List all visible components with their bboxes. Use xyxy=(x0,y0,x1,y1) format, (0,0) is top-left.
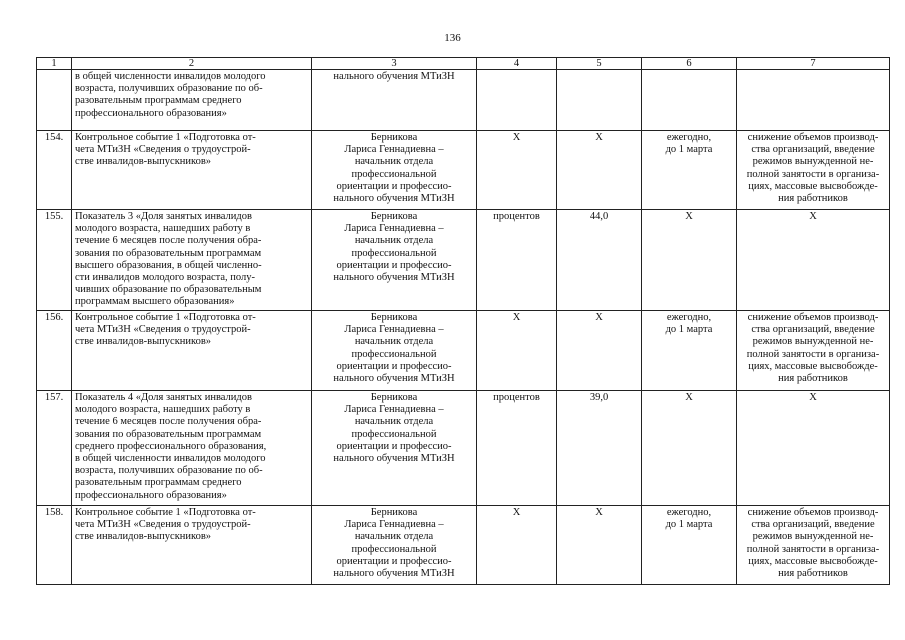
responsible-cell: Берникова Лариса Геннадиевна – начальник отдела профессиональной ориентации и профессио- нального обучения МТиЗН xyxy=(312,131,477,210)
responsible-cell: Берникова Лариса Геннадиевна – начальник отдела профессиональной ориентации и профессио- нального обучения МТиЗН xyxy=(312,391,477,506)
deadline-cell: Х xyxy=(642,391,737,506)
table-row xyxy=(37,131,890,210)
unit-cell: Х xyxy=(477,311,557,391)
row-number-cell xyxy=(37,70,72,131)
unit-cell: Х xyxy=(477,506,557,585)
value-cell: Х xyxy=(557,506,642,585)
header-row xyxy=(37,58,890,70)
indicator-name-cell: Контрольное событие 1 «Подготовка от- чета МТиЗН «Сведения о трудоустрой- стве инвалидов-выпускников» xyxy=(72,131,312,210)
indicator-name-cell: Показатель 4 «Доля занятых инвалидов молодого возраста, нашедших работу в течение 6 месяцев после получения обра- зования по образовательным программам среднего профессионального образования, в общей численности инвалидов молодого возраста, получивших образование по об- разовательным программам среднего профессионального образования» xyxy=(72,391,312,506)
indicator-name-cell: Показатель 3 «Доля занятых инвалидов молодого возраста, нашедших работу в течение 6 месяцев после получения обра- зования по образовательным программам высшего образования, в общей численно- сти инвалидов молодого возраста, полу- чивших образование по образовательным программам высшего образования» xyxy=(72,210,312,311)
indicator-name-cell: в общей численности инвалидов молодого возраста, получивших образование по об- разовательным программам среднего профессионального образования» xyxy=(72,70,312,131)
table-row xyxy=(37,210,890,311)
deadline-cell: ежегодно, до 1 марта xyxy=(642,131,737,210)
unit-cell xyxy=(477,70,557,131)
responsible-cell: Берникова Лариса Геннадиевна – начальник отдела профессиональной ориентации и профессио- нального обучения МТиЗН xyxy=(312,210,477,311)
data-table xyxy=(36,57,890,585)
column-header: 1 xyxy=(37,58,72,70)
column-header: 4 xyxy=(477,58,557,70)
table-row xyxy=(37,70,890,131)
row-number-cell: 156. xyxy=(37,311,72,391)
table-row xyxy=(37,391,890,506)
responsible-cell: нального обучения МТиЗН xyxy=(312,70,477,131)
deadline-cell: ежегодно, до 1 марта xyxy=(642,311,737,391)
page-number: 136 xyxy=(444,32,461,44)
value-cell: 44,0 xyxy=(557,210,642,311)
deadline-cell xyxy=(642,70,737,131)
unit-cell: Х xyxy=(477,131,557,210)
table-row xyxy=(37,506,890,585)
unit-cell: процентов xyxy=(477,210,557,311)
value-cell: Х xyxy=(557,131,642,210)
row-number-cell: 155. xyxy=(37,210,72,311)
column-header: 6 xyxy=(642,58,737,70)
value-cell xyxy=(557,70,642,131)
risk-cell: снижение объемов производ- ства организаций, введение режимов вынужденной не- полной занятости в организа- циях, массовые высвобожде- ния работников xyxy=(737,506,890,585)
indicator-name-cell: Контрольное событие 1 «Подготовка от- чета МТиЗН «Сведения о трудоустрой- стве инвалидов-выпускников» xyxy=(72,311,312,391)
unit-cell: процентов xyxy=(477,391,557,506)
responsible-cell: Берникова Лариса Геннадиевна – начальник отдела профессиональной ориентации и профессио- нального обучения МТиЗН xyxy=(312,506,477,585)
row-number-cell: 154. xyxy=(37,131,72,210)
deadline-cell: ежегодно, до 1 марта xyxy=(642,506,737,585)
risk-cell: Х xyxy=(737,391,890,506)
value-cell: 39,0 xyxy=(557,391,642,506)
row-number-cell: 157. xyxy=(37,391,72,506)
risk-cell xyxy=(737,70,890,131)
responsible-cell: Берникова Лариса Геннадиевна – начальник отдела профессиональной ориентации и профессио- нального обучения МТиЗН xyxy=(312,311,477,391)
column-header: 2 xyxy=(72,58,312,70)
risk-cell: снижение объемов производ- ства организаций, введение режимов вынужденной не- полной занятости в организа- циях, массовые высвобожде- ния работников xyxy=(737,311,890,391)
table-row xyxy=(37,311,890,391)
indicator-name-cell: Контрольное событие 1 «Подготовка от- чета МТиЗН «Сведения о трудоустрой- стве инвалидов-выпускников» xyxy=(72,506,312,585)
column-header: 7 xyxy=(737,58,890,70)
deadline-cell: Х xyxy=(642,210,737,311)
column-header: 3 xyxy=(312,58,477,70)
column-header: 5 xyxy=(557,58,642,70)
risk-cell: снижение объемов производ- ства организаций, введение режимов вынужденной не- полной занятости в организа- циях, массовые высвобожде- ния работников xyxy=(737,131,890,210)
risk-cell: Х xyxy=(737,210,890,311)
row-number-cell: 158. xyxy=(37,506,72,585)
value-cell: Х xyxy=(557,311,642,391)
